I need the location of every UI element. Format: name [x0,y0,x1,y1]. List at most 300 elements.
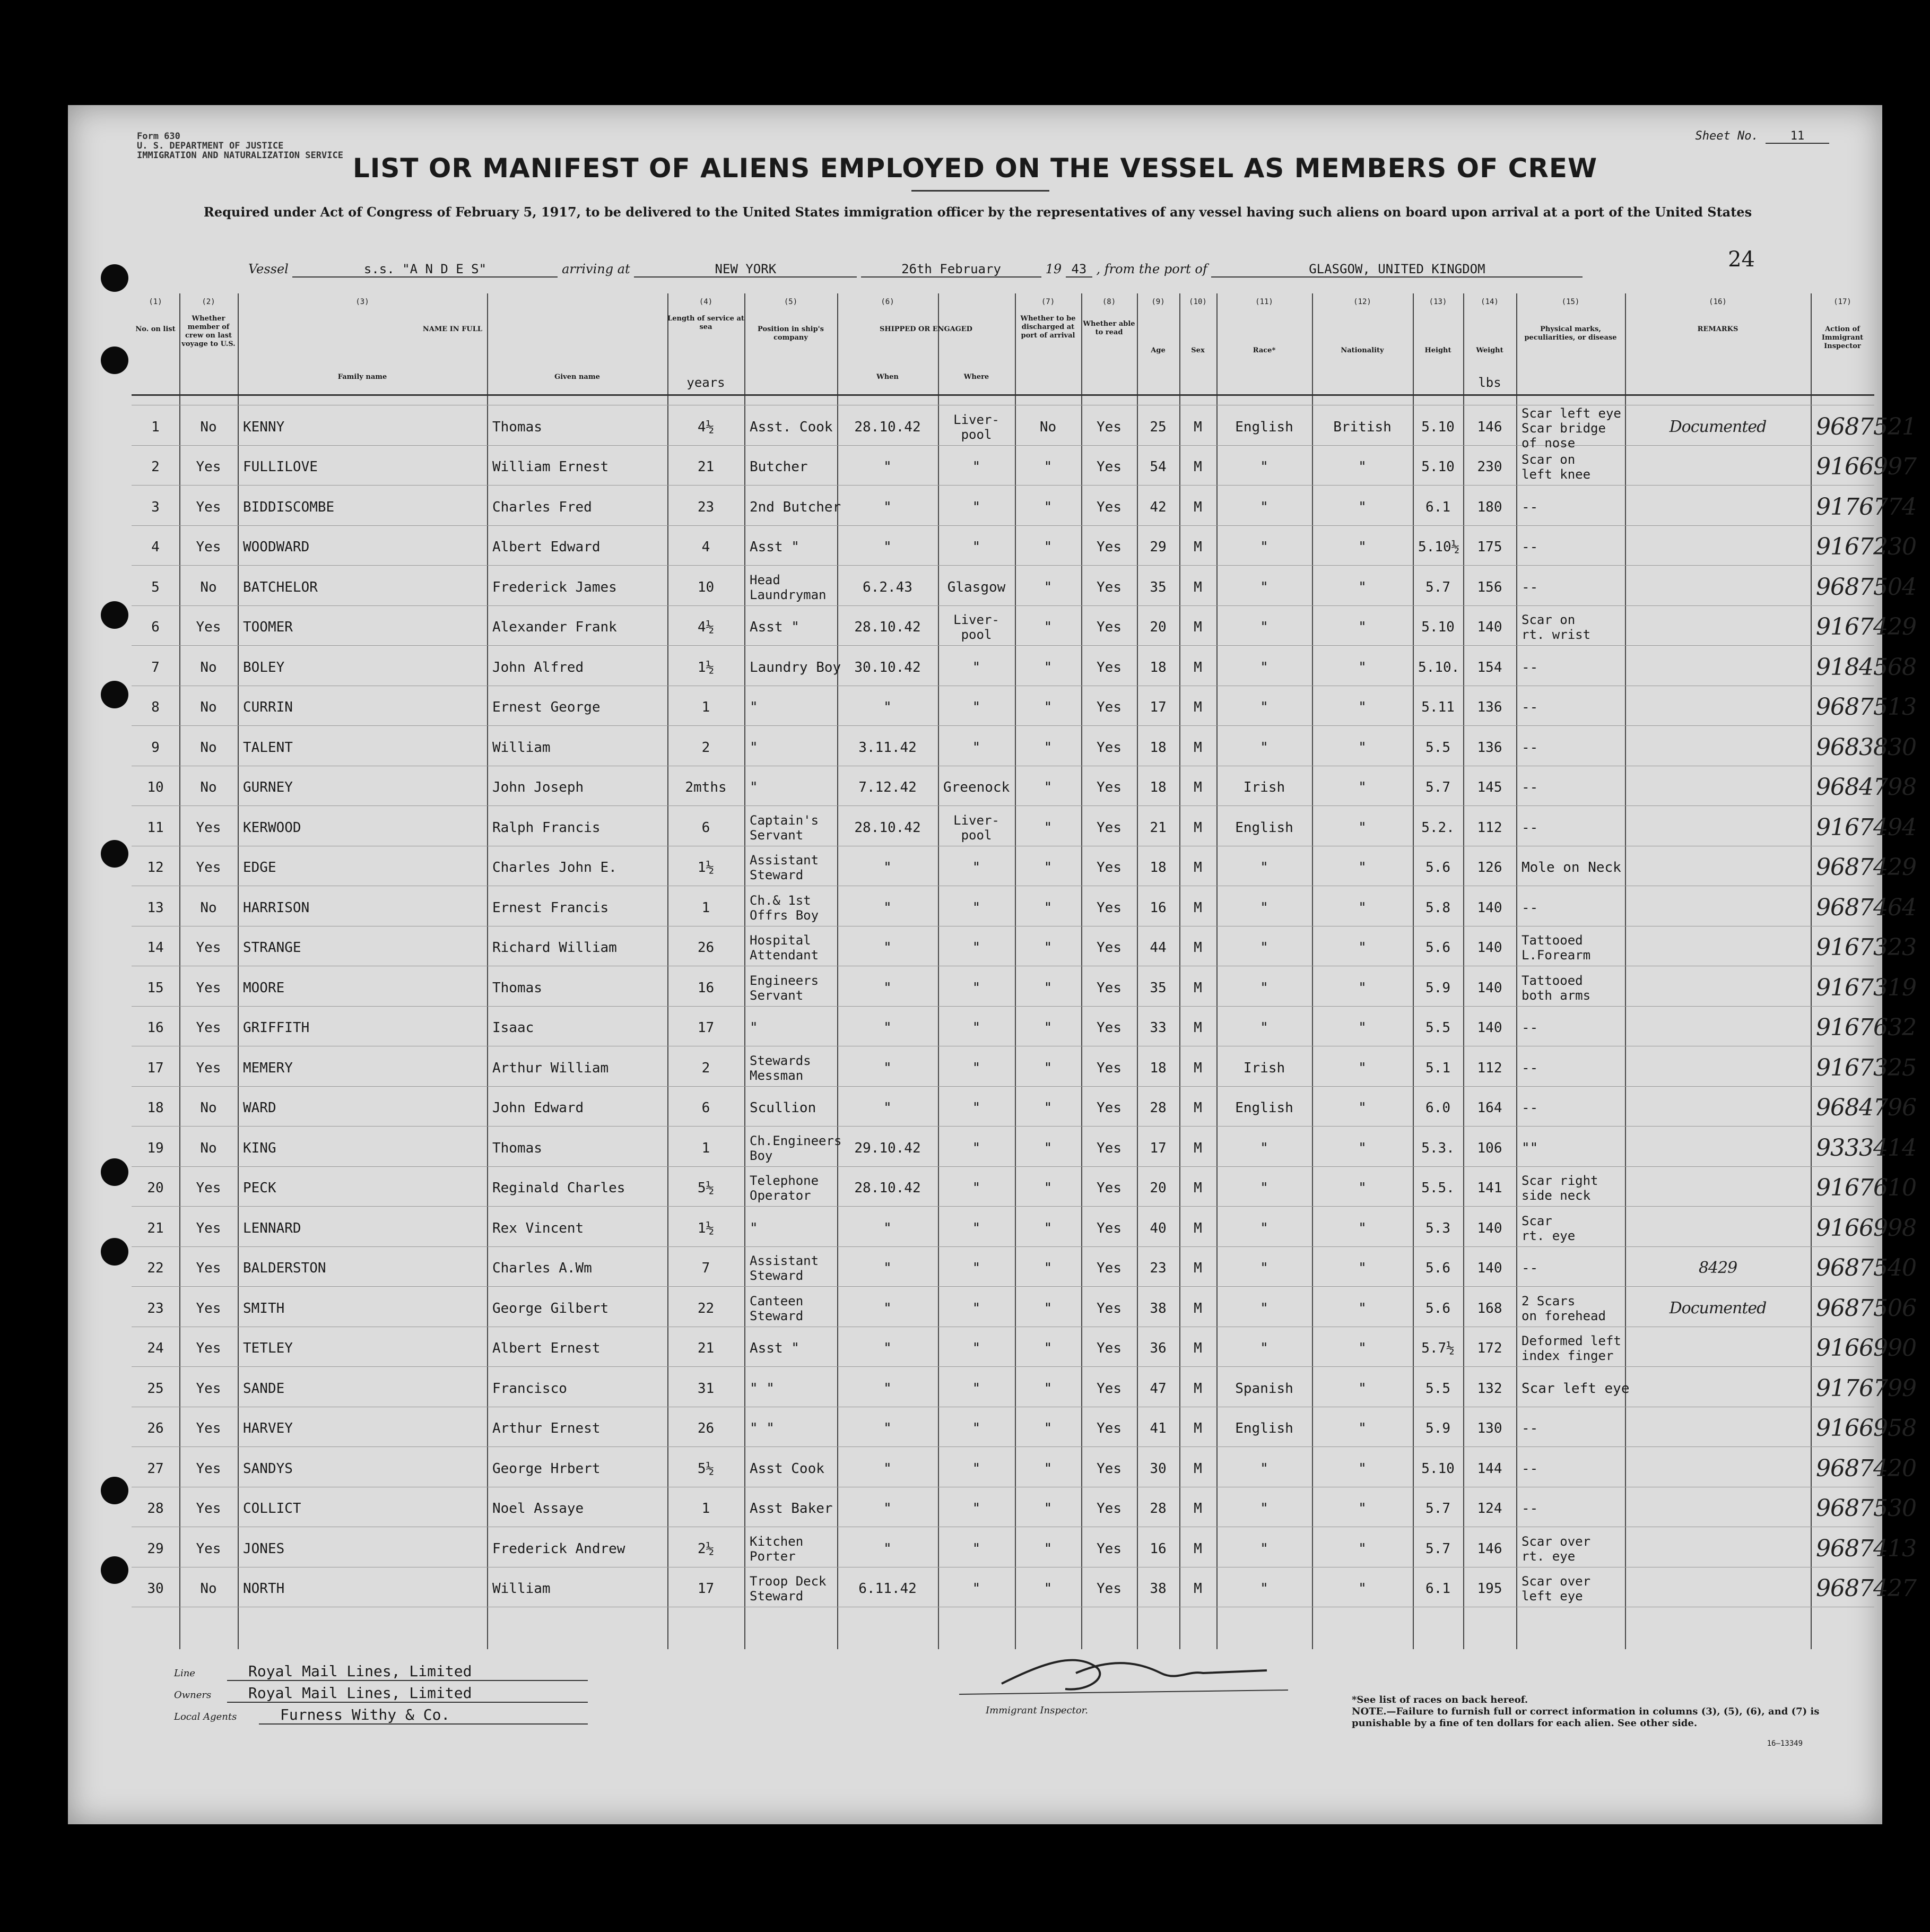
cell-family: STRANGE [243,940,301,956]
binder-hole [101,346,128,374]
cell-disch: " [1044,819,1053,836]
cell-family: PECK [243,1180,276,1197]
vessel-line [248,262,1787,278]
cell-family: BOLEY [243,659,285,675]
cell-position: Telephone Operator [750,1173,819,1203]
cell-nationality: " [1358,579,1367,595]
cell-length: 1½ [697,659,715,675]
cell-when: " [883,499,892,515]
cell-height: 5.7 [1425,779,1450,796]
cell-disch: " [1044,1060,1053,1076]
cell-age: 18 [1150,659,1167,675]
print-code: 16—13349 [1767,1739,1803,1748]
cell-position: " [750,1220,758,1236]
cell-last: Yes [196,459,221,475]
inspector-signature [938,1641,1299,1700]
binder-hole [101,840,128,868]
column-number: (12) [1353,298,1371,306]
cell-given: Rex Vincent [492,1220,584,1236]
cell-weight: 144 [1477,1460,1502,1477]
cell-age: 35 [1150,980,1167,996]
cell-no: 8 [151,699,160,716]
cell-last: Yes [196,499,221,515]
binder-hole [101,681,128,708]
cell-race: " [1260,1581,1268,1597]
arriving-label: arriving at [562,262,630,276]
cell-when: " [883,1420,892,1437]
cell-no: 17 [147,1060,164,1076]
cell-race: " [1260,980,1268,996]
cell-read: Yes [1097,779,1122,796]
cell-when: " [883,1460,892,1477]
cell-disch: No [1039,419,1057,435]
cell-where: " [972,980,981,996]
cell-read: Yes [1097,459,1122,475]
cell-sex: M [1194,1020,1202,1036]
cell-family: CURRIN [243,699,293,716]
cell-position: " [750,779,758,796]
cell-read: Yes [1097,1020,1122,1036]
cell-marks: -- [1522,1420,1538,1437]
cell-where: " [972,1220,981,1236]
cell-length: 16 [697,980,715,996]
cell-marks: -- [1522,1100,1538,1116]
column-number: (13) [1429,298,1447,306]
cell-no: 5 [151,579,160,595]
cell-weight: 140 [1477,899,1502,916]
cell-given: George Gilbert [492,1300,609,1316]
cell-given: Arthur William [492,1060,609,1076]
cell-position: Asst. Cook [750,419,833,435]
cell-height: 5.9 [1425,1420,1450,1437]
cell-age: 17 [1150,1140,1167,1156]
cell-no: 21 [147,1220,164,1236]
cell-family: BATCHELOR [243,579,318,595]
cell-disch: " [1044,1501,1053,1517]
table-row [132,926,1916,966]
cell-action: 9333414 [1816,1134,1916,1162]
cell-race: " [1260,899,1268,916]
cell-when: " [883,940,892,956]
cell-last: Yes [196,1060,221,1076]
cell-disch: " [1044,940,1053,956]
cell-disch: " [1044,699,1053,716]
cell-length: 4½ [697,619,715,636]
cell-last: Yes [196,1460,221,1477]
cell-sex: M [1194,619,1202,636]
table-row [132,645,1916,686]
column-header-member-last: Whether member of crew on last voyage to U.S. [181,315,236,348]
cell-when: 6.11.42 [858,1581,917,1597]
cell-position: Laundry Boy [750,659,841,675]
cell-action: 9167610 [1816,1174,1916,1202]
cell-race: " [1260,860,1268,876]
cell-sex: M [1194,419,1202,435]
cell-no: 24 [147,1340,164,1357]
binder-hole [101,264,128,292]
cell-height: 5.7 [1425,1540,1450,1557]
cell-disch: " [1044,860,1053,876]
cell-disch: " [1044,1140,1053,1156]
cell-sex: M [1194,739,1202,756]
cell-age: 18 [1150,739,1167,756]
cell-age: 47 [1150,1380,1167,1397]
line-value: Royal Mail Lines, Limited [227,1662,588,1681]
column-number: (17) [1833,298,1851,306]
table-row [132,485,1916,525]
cell-when: 28.10.42 [854,619,921,636]
cell-last: Yes [196,1020,221,1036]
cell-family: KENNY [243,419,285,435]
cell-length: 17 [697,1581,715,1597]
cell-length: 26 [697,1420,715,1437]
table-row [132,1527,1916,1567]
cell-race: " [1260,1540,1268,1557]
binder-hole [101,1556,128,1584]
cell-race: " [1260,579,1268,595]
cell-when: 7.12.42 [858,779,917,796]
cell-nationality: " [1358,1220,1367,1236]
cell-given: William Ernest [492,459,609,475]
table-row [132,1246,1916,1287]
cell-where: " [972,1020,981,1036]
cell-length: 7 [701,1260,710,1277]
departure-port: GLASGOW, UNITED KINGDOM [1211,262,1583,278]
table-row [132,1126,1916,1166]
table-row [132,1046,1916,1086]
cell-last: Yes [196,1380,221,1397]
cell-read: Yes [1097,1060,1122,1076]
column-number: (7) [1041,298,1055,306]
cell-action: 9687513 [1816,694,1916,721]
cell-height: 5.10 [1421,619,1455,636]
cell-family: WARD [243,1100,276,1116]
cell-weight: 136 [1477,739,1502,756]
cell-read: Yes [1097,860,1122,876]
column-header-weight: Weight [1476,346,1503,354]
cell-sex: M [1194,1300,1202,1316]
cell-family: GURNEY [243,779,293,796]
owners-label: Owners [174,1690,212,1701]
cell-no: 2 [151,459,160,475]
table-row [132,1407,1916,1447]
cell-weight: 112 [1477,1060,1502,1076]
cell-length: 10 [697,579,715,595]
cell-nationality: " [1358,1140,1367,1156]
cell-where: " [972,499,981,515]
cell-nationality: " [1358,819,1367,836]
cell-read: Yes [1097,1260,1122,1277]
column-number: (16) [1709,298,1727,306]
cell-family: SANDYS [243,1460,293,1477]
cell-action: 9166990 [1816,1335,1916,1362]
cell-given: Thomas [492,1140,542,1156]
cell-height: 6.1 [1425,1581,1450,1597]
table-row [132,605,1916,646]
cell-read: Yes [1097,659,1122,675]
cell-last: No [200,699,217,716]
cell-read: Yes [1097,1380,1122,1397]
cell-when: 29.10.42 [854,1140,921,1156]
cell-height: 5.6 [1425,940,1450,956]
cell-read: Yes [1097,899,1122,916]
cell-age: 18 [1150,860,1167,876]
cell-family: MEMERY [243,1060,293,1076]
header-rule [132,394,1874,396]
cell-given: Frederick James [492,579,617,595]
year-prefix: 19 [1045,262,1062,276]
cell-length: 22 [697,1300,715,1316]
cell-action: 9687413 [1816,1535,1916,1562]
cell-family: SANDE [243,1380,285,1397]
cell-position: Hospital Attendant [750,933,819,963]
cell-marks: Deformed left index finger [1522,1333,1621,1364]
cell-position: " " [750,1420,775,1437]
cell-read: Yes [1097,980,1122,996]
cell-marks: Mole on Neck [1522,860,1621,876]
cell-given: Reginald Charles [492,1180,625,1197]
cell-disch: " [1044,1180,1053,1197]
cell-race: English [1235,1420,1293,1437]
cell-sex: M [1194,499,1202,515]
cell-weight: 146 [1477,419,1502,435]
cell-age: 42 [1150,499,1167,515]
cell-length: 2mths [685,779,727,796]
cell-family: GRIFFITH [243,1020,310,1036]
cell-position: Asst Baker [750,1501,833,1517]
cell-where: " [972,1380,981,1397]
cell-race: " [1260,1501,1268,1517]
cell-action: 9176774 [1816,493,1916,521]
cell-where: " [972,699,981,716]
cell-read: Yes [1097,539,1122,556]
column-header-weight-unit: lbs [1478,375,1501,390]
cell-weight: 140 [1477,1220,1502,1236]
cell-height: 5.11 [1421,699,1455,716]
cell-action: 9167429 [1816,613,1916,641]
cell-no: 29 [147,1540,164,1557]
cell-no: 7 [151,659,160,675]
cell-race: Irish [1243,779,1285,796]
cell-given: Albert Edward [492,539,601,556]
cell-read: Yes [1097,579,1122,595]
cell-position: Canteen Steward [750,1293,804,1323]
cell-action: 9687504 [1816,573,1916,601]
cell-where: " [972,1460,981,1477]
cell-height: 5.2. [1421,819,1455,836]
table-row [132,1006,1916,1046]
sheet-number [1696,129,1829,144]
cell-family: KING [243,1140,276,1156]
cell-height: 5.9 [1425,980,1450,996]
cell-sex: M [1194,1100,1202,1116]
cell-weight: 172 [1477,1340,1502,1357]
cell-action: 9166958 [1816,1415,1916,1442]
cell-disch: " [1044,459,1053,475]
cell-height: 5.5. [1421,1180,1455,1197]
cell-weight: 132 [1477,1380,1502,1397]
cell-where: Liver- pool [953,812,999,843]
cell-sex: M [1194,1260,1202,1277]
cell-age: 35 [1150,579,1167,595]
cell-given: John Edward [492,1100,584,1116]
cell-no: 30 [147,1581,164,1597]
cell-last: Yes [196,539,221,556]
cell-sex: M [1194,779,1202,796]
cell-where: " [972,899,981,916]
cell-where: " [972,1140,981,1156]
cell-when: 3.11.42 [858,739,917,756]
cell-position: " [750,739,758,756]
cell-when: " [883,539,892,556]
arrival-year: 43 [1066,262,1092,278]
table-row [132,725,1916,766]
column-header-discharged: Whether to be discharged at port of arrival [1020,315,1076,340]
cell-when: 28.10.42 [854,419,921,435]
cell-nationality: " [1358,659,1367,675]
cell-weight: 136 [1477,699,1502,716]
column-number: (10) [1189,298,1207,306]
cell-height: 5.5 [1425,1020,1450,1036]
cell-race: " [1260,619,1268,636]
cell-age: 18 [1150,1060,1167,1076]
cell-marks: -- [1522,1501,1538,1517]
cell-nationality: " [1358,980,1367,996]
cell-when: 6.2.43 [863,579,912,595]
cell-race: English [1235,819,1293,836]
cell-length: 5½ [697,1460,715,1477]
cell-given: Albert Ernest [492,1340,601,1357]
cell-age: 16 [1150,899,1167,916]
cell-where: " [972,659,981,675]
cell-sex: M [1194,980,1202,996]
cell-race: " [1260,1140,1268,1156]
cell-action: 9166997 [1816,453,1916,481]
cell-action: 9684798 [1816,774,1916,801]
cell-where: " [972,1540,981,1557]
cell-disch: " [1044,1100,1053,1116]
cell-when: 28.10.42 [854,819,921,836]
cell-weight: 140 [1477,1020,1502,1036]
column-header-height: Height [1424,346,1451,354]
cell-action: 9687464 [1816,894,1916,921]
cell-weight: 140 [1477,980,1502,996]
cell-race: " [1260,1260,1268,1277]
cell-race: Irish [1243,1060,1285,1076]
cell-sex: M [1194,1420,1202,1437]
column-header-length: Length of service at sea [667,315,744,331]
cell-weight: 146 [1477,1540,1502,1557]
cell-sex: M [1194,899,1202,916]
cell-position: Ch.& 1st Offrs Boy [750,893,819,923]
cell-length: 4½ [697,419,715,435]
column-header-given: Given name [554,373,600,381]
cell-sex: M [1194,1340,1202,1357]
cell-no: 25 [147,1380,164,1397]
cell-action: 9176799 [1816,1374,1916,1402]
cell-position: Asst Cook [750,1460,824,1477]
cell-length: 2 [701,1060,710,1076]
cell-marks: Tattooed both arms [1522,973,1591,1003]
cell-last: No [200,419,217,435]
cell-marks: Scar on rt. wrist [1522,612,1591,643]
cell-age: 20 [1150,1180,1167,1197]
binder-hole [101,1158,128,1186]
cell-family: FULLILOVE [243,459,318,475]
cell-given: George Hrbert [492,1460,601,1477]
cell-disch: " [1044,659,1053,675]
cell-weight: 140 [1477,1260,1502,1277]
cell-height: 5.7½ [1421,1340,1455,1357]
cell-action: 9683830 [1816,733,1916,761]
form-number: Form 630 U. S. DEPARTMENT OF JUSTICE IMMIGRATION AND NATURALIZATION SERVICE [137,131,343,161]
cell-read: Yes [1097,1540,1122,1557]
cell-marks: -- [1522,1060,1538,1076]
cell-action: 9167319 [1816,974,1916,1001]
cell-action: 9687429 [1816,854,1916,881]
cell-length: 4 [701,539,710,556]
cell-where: " [972,940,981,956]
column-header-name: NAME IN FULL [422,325,483,333]
cell-weight: 126 [1477,860,1502,876]
cell-height: 5.7 [1425,1501,1450,1517]
table-row [132,1086,1916,1127]
cell-last: No [200,1140,217,1156]
column-header-action: Action of Immigrant Inspector [1821,325,1864,350]
cell-weight: 156 [1477,579,1502,595]
cell-race: " [1260,1020,1268,1036]
cell-length: 2½ [697,1540,715,1557]
cell-nationality: " [1358,1060,1367,1076]
column-header-when: When [876,373,899,381]
cell-height: 5.10½ [1418,539,1460,556]
cell-length: 1½ [697,860,715,876]
cell-when: 28.10.42 [854,1180,921,1197]
cell-height: 5.6 [1425,1300,1450,1316]
binder-hole [101,1477,128,1504]
cell-action: 9687530 [1816,1495,1916,1522]
cell-height: 6.1 [1425,499,1450,515]
cell-length: 5½ [697,1180,715,1197]
cell-sex: M [1194,1501,1202,1517]
cell-action: 9167230 [1816,533,1916,561]
cell-when: " [883,699,892,716]
cell-given: Charles John E. [492,860,617,876]
cell-age: 29 [1150,539,1167,556]
cell-nationality: " [1358,1460,1367,1477]
cell-read: Yes [1097,1300,1122,1316]
column-header-race: Race* [1253,346,1276,354]
cell-marks: -- [1522,779,1538,796]
cell-nationality: " [1358,1340,1367,1357]
cell-no: 27 [147,1460,164,1477]
document-title: LIST OR MANIFEST OF ALIENS EMPLOYED ON THE VESSEL AS MEMBERS OF CREW [352,153,1598,184]
cell-weight: 180 [1477,499,1502,515]
title-divider [911,190,1049,192]
arrival-date: 26th February [861,262,1041,278]
cell-height: 5.5 [1425,1380,1450,1397]
cell-height: 5.8 [1425,899,1450,916]
cell-remarks: Documented [1669,1298,1767,1318]
cell-read: Yes [1097,739,1122,756]
cell-nationality: " [1358,779,1367,796]
cell-marks: -- [1522,1020,1538,1036]
cell-disch: " [1044,1020,1053,1036]
cell-read: Yes [1097,1501,1122,1517]
cell-when: " [883,1260,892,1277]
cell-disch: " [1044,899,1053,916]
cell-weight: 141 [1477,1180,1502,1197]
